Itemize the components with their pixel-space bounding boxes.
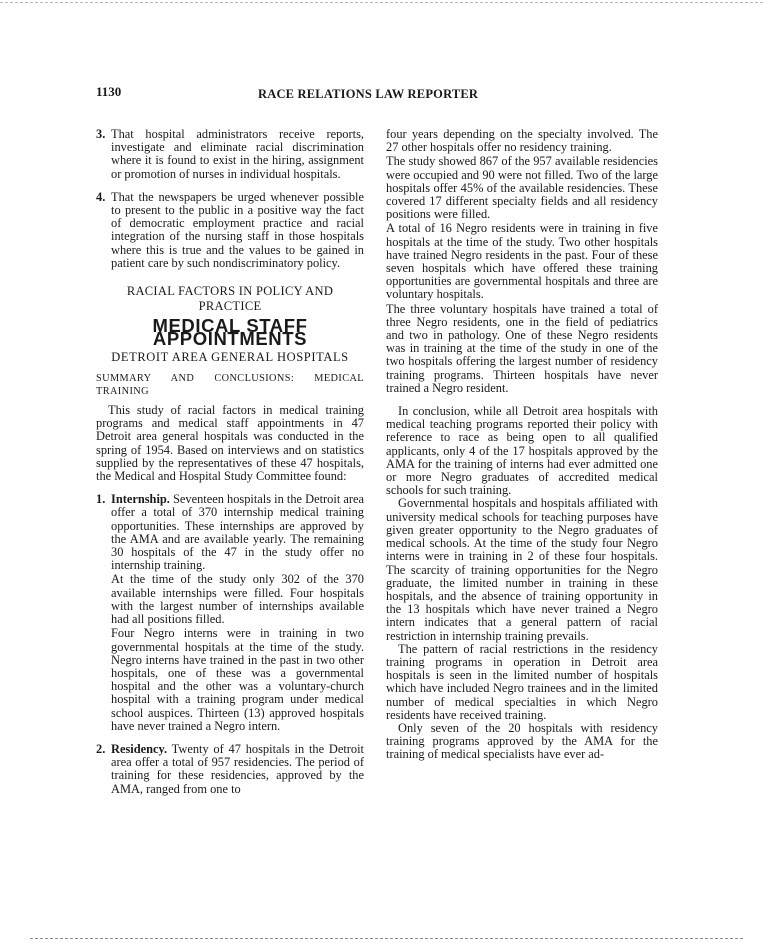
section-heading xyxy=(96,284,364,314)
page-number: 1130 xyxy=(96,84,122,99)
bottom-scan-rule xyxy=(30,938,743,939)
finding-item-1 xyxy=(96,493,364,733)
running-title: RACE RELATIONS LAW REPORTER xyxy=(258,87,479,101)
left-column xyxy=(96,128,364,806)
right-column xyxy=(386,128,658,762)
paragraph: The study showed 867 of the 957 available residencies were occupied and 90 were not filled. Two of the large hospitals offer 45% of the available residencies. These covered 17 different specialty fields and all residency positions were filled. xyxy=(386,154,658,222)
item-text: That hospital administrators receive reports, investigate and eliminate racial discrimination where it is found to exist in the hiring, assignment or promotion of nurses in individual hospitals. xyxy=(111,127,364,181)
item-paragraph xyxy=(111,493,364,572)
item-text: That the newspapers be urged whenever possible to present to the public in a positive way the fact of democratic employment practice and racial integration of the nursing staff in those hospitals where this is true and the values to be gained in patient care by such nondiscriminatory policy. xyxy=(111,189,364,270)
item-label: Residency. xyxy=(111,741,168,756)
item-paragraph xyxy=(111,743,364,796)
item-text: Seventeen hospitals in the Detroit area offer a total of 370 internship medical training opportunities. These internships are approved by the AMA and are available yearly. The remaining 30 hospitals of the 47 in the study offer no internship training. xyxy=(111,492,364,573)
residency-continuation xyxy=(386,128,658,395)
recommendation-item-4 xyxy=(96,191,364,270)
item-number: 1. xyxy=(96,492,106,507)
section-heading-line2: PRACTICE xyxy=(198,299,262,314)
article-subtitle: DETROIT AREA GENERAL HOSPITALS xyxy=(111,350,349,365)
item-paragraph: At the time of the study only 302 of the 370 available internships were filled. Four hospitals with the largest number of internships available had all positions filled. xyxy=(111,572,364,627)
article-title: MEDICAL STAFF APPOINTMENTS xyxy=(152,315,308,350)
section-heading-line1: RACIAL FACTORS IN POLICY AND xyxy=(126,284,334,299)
intro-paragraph: This study of racial factors in medical training programs and medical staff appointments in 47 Detroit area general hospitals was conducted in the spring of 1954. Based on interviews and on statistics supplied by the representatives of these 47 hospitals, the Medical and Hospital Study Committee found: xyxy=(96,403,364,484)
item-number: 2. xyxy=(96,741,106,756)
item-number: 4. xyxy=(96,189,106,204)
paragraph: A total of 16 Negro residents were in training in five hospitals at the time of the study. Two other hospitals have trained Negro residents in the past. Four of these seven hospitals which have offered these training opportunities are governmental hospitals and three are voluntary hospitals. xyxy=(386,221,658,302)
item-number: 3. xyxy=(96,127,106,141)
item-text: Twenty of 47 hospitals in the Detroit area offer a total of 957 residencies. The period of training for these residencies, approved by the AMA, ranged from one to xyxy=(111,741,364,796)
item-label: Internship. xyxy=(111,492,170,507)
page-header xyxy=(96,84,656,104)
summary-heading: SUMMARY AND CONCLUSIONS: MEDICAL TRAINING xyxy=(96,372,364,397)
paragraph: The three voluntary hospitals have trained a total of three Negro residents, one in the field of pediatrics and two in pathology. One of these Negro residents was in training at the time of the study in one of the two hospitals offering the largest number of residency training programs. Thirteen hospitals have never trained a Negro resident. xyxy=(386,301,658,395)
conclusion-paragraph: In conclusion, while all Detroit area hospitals with medical teaching programs reported their policy with reference to race as being open to all qualified applicants, only 4 of the 17 hospitals approved by the AMA for the training of interns had ever admitted one or more Negro graduates of accredited medical schools for such training. xyxy=(386,404,658,498)
paragraph: The pattern of racial restrictions in the residency training programs in operation in Detroit area hospitals is seen in the limited number of hospitals which have included Negro trainees and in the limited number of medical specialties in which Negro residents have received training. xyxy=(386,641,658,722)
recommendation-item-3 xyxy=(96,128,364,181)
paragraph: Governmental hospitals and hospitals affiliated with university medical schools for teaching purposes have given greater opportunity to the Negro graduates of medical schools. At the time of the study four Negro interns were in training in 2 of these four hospitals. The scarcity of training opportunities for the Negro graduate, the limited number in training in these hospitals, and the absence of training opportunity in the 13 hospitals which have never trained a Negro intern indicates that a general pattern of racial restriction in internship training prevails. xyxy=(386,496,658,643)
paragraph: four years depending on the specialty involved. The 27 other hospitals offer no residency training. xyxy=(386,127,658,155)
finding-item-2 xyxy=(96,743,364,796)
paragraph: Only seven of the 20 hospitals with residency training programs approved by the AMA for the training of medical specialists have ever ad- xyxy=(386,720,658,762)
item-paragraph: Four Negro interns were in training in two governmental hospitals at the time of the study. Negro interns have trained in the past in two other hospitals, one of these was a governmental hospital and the other was a voluntary-church hospital with a training program under medical school auspices. Thirteen (13) approved hospitals have never trained a Negro intern. xyxy=(111,626,364,733)
top-scan-rule xyxy=(0,2,763,3)
